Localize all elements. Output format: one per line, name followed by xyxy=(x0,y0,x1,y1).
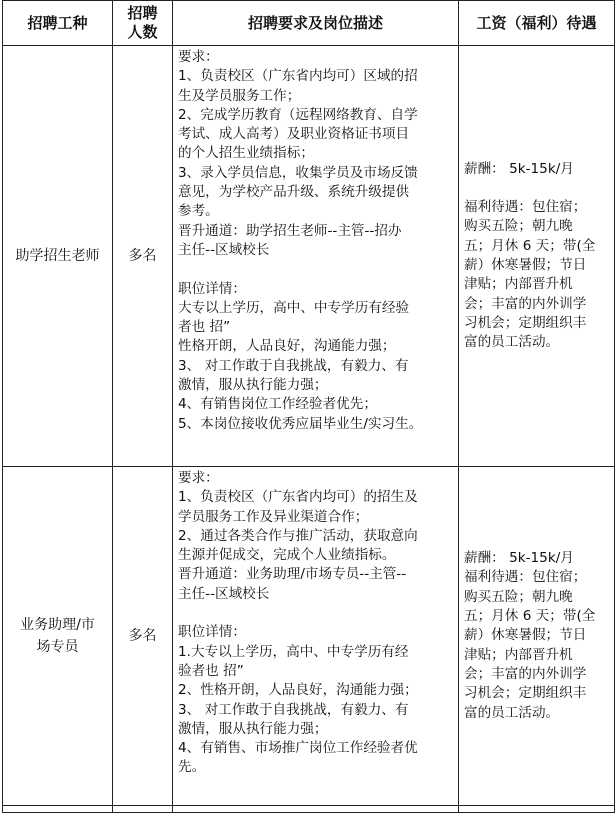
text-line: 主任--区域校长 xyxy=(178,241,270,258)
text-line: 2、通过各类合作与推广活动，获取意向 xyxy=(178,527,418,544)
table-row-partial xyxy=(3,806,615,813)
requirements-text xyxy=(178,48,454,434)
header-headcount-line2: 人数 xyxy=(127,23,158,41)
text-line: 购买五险；朝九晚 xyxy=(464,588,573,605)
salary-benefits-text xyxy=(464,549,611,723)
text-line: 1、负责校区（广东省内均可）区域的招 xyxy=(178,68,418,85)
text-line: 验者也 招” xyxy=(178,662,244,679)
text-line: 富的员工活动。 xyxy=(464,334,560,351)
empty-cell xyxy=(113,806,173,813)
text-line: 要求： xyxy=(178,49,219,65)
text-line: 会；丰富的内外训学 xyxy=(464,665,587,682)
requirements-cell xyxy=(173,467,459,806)
table-row xyxy=(3,467,615,806)
header-headcount-line1: 招聘 xyxy=(127,3,158,22)
text-line xyxy=(178,604,454,623)
job-title-cell xyxy=(3,467,113,806)
text-line: 的个人招生业绩指标； xyxy=(178,145,314,162)
headcount-cell xyxy=(113,46,173,467)
text-line: 激情，服从执行能力强； xyxy=(178,377,328,394)
text-line: 习机会；定期组织丰 xyxy=(464,685,587,702)
job-title: 助学招生老师 xyxy=(15,248,100,264)
text-line: 2、性格开朗，人品良好，沟通能力强； xyxy=(178,682,418,699)
headcount: 多名 xyxy=(128,628,157,644)
text-line: 大专以上学历，高中、中专学历有经验 xyxy=(178,299,410,316)
text-line: 会；丰富的内外训学 xyxy=(464,295,587,312)
text-line xyxy=(464,179,611,198)
text-line: 职位详情： xyxy=(178,624,246,641)
text-line: 生及学员服务工作； xyxy=(178,87,301,104)
header-salary-benefits: 工资（福利）待遇 xyxy=(459,1,615,46)
text-line: 2、完成学历教育（远程网络教育、自学 xyxy=(178,106,418,123)
text-line: 3、 对工作敢于自我挑战，有毅力、有 xyxy=(178,357,409,374)
text-line: 购买五险；朝九晚 xyxy=(464,218,573,235)
text-line: 福利待遇：包住宿； xyxy=(464,199,587,216)
job-title-line2: 场专员 xyxy=(36,639,79,655)
headcount-cell xyxy=(113,467,173,806)
empty-cell xyxy=(173,806,459,813)
text-line: 职位详情： xyxy=(178,280,246,297)
text-line: 激情，服从执行能力强； xyxy=(178,720,328,737)
header-requirements: 招聘要求及岗位描述 xyxy=(173,1,459,46)
text-line: 主任--区域校长 xyxy=(178,585,270,602)
empty-cell xyxy=(3,806,113,813)
headcount: 多名 xyxy=(128,248,157,264)
table-row xyxy=(3,46,615,467)
requirements-cell xyxy=(173,46,459,467)
text-line: 学员服务工作及异业渠道合作； xyxy=(178,508,369,525)
text-line: 晋升通道：业务助理/市场专员--主管-- xyxy=(178,566,407,583)
text-line: 习机会；定期组织丰 xyxy=(464,314,587,331)
text-line: 先。 xyxy=(178,759,206,776)
requirements-text xyxy=(178,469,454,778)
text-line: 参考。 xyxy=(178,203,219,220)
text-line: 1.大专以上学历，高中、中专学历有经 xyxy=(178,643,409,660)
text-line: 五；月休 6 天；带(全 xyxy=(464,608,596,625)
text-line: 要求： xyxy=(178,470,219,486)
text-line: 3、录入学员信息，收集学员及市场反馈 xyxy=(178,164,418,181)
job-title-cell xyxy=(3,46,113,467)
text-line xyxy=(178,260,454,279)
recruitment-table xyxy=(2,0,615,813)
text-line: 津贴；内部晋升机 xyxy=(464,646,573,663)
text-line: 考试、成人高考）及职业资格证书项目 xyxy=(178,126,410,143)
text-line: 富的员工活动。 xyxy=(464,704,560,721)
text-line: 者也 招” xyxy=(178,319,231,336)
text-line: 1、负责校区（广东省内均可）的招生及 xyxy=(178,489,418,506)
text-line: 薪）休寒暑假；节日 xyxy=(464,257,587,273)
text-line: 性格开朗，人品良好，沟通能力强； xyxy=(178,338,396,355)
text-line: 3、 对工作敢于自我挑战，有毅力、有 xyxy=(178,701,409,718)
text-line: 意见，为学校产品升级、系统升级提供 xyxy=(178,184,410,201)
text-line: 薪）休寒暑假；节日 xyxy=(464,627,587,644)
job-title-line1: 业务助理/市 xyxy=(20,617,95,633)
empty-cell xyxy=(459,806,615,813)
text-line: 薪酬： 5k-15k/月 xyxy=(464,550,574,567)
salary-benefits-cell xyxy=(459,467,615,806)
table-header-row xyxy=(3,1,615,46)
text-line: 5、本岗位接收优秀应届毕业生/实习生。 xyxy=(178,415,423,432)
salary-benefits-text xyxy=(464,160,611,353)
text-line: 4、有销售岗位工作经验者优先； xyxy=(178,396,377,413)
text-line: 福利待遇：包住宿； xyxy=(464,569,587,586)
text-line: 4、有销售、市场推广岗位工作经验者优 xyxy=(178,740,418,757)
text-line: 五；月休 6 天；带(全 xyxy=(464,237,596,254)
header-job-type: 招聘工种 xyxy=(3,1,113,46)
text-line: 津贴；内部晋升机 xyxy=(464,276,573,293)
salary-benefits-cell xyxy=(459,46,615,467)
text-line: 晋升通道：助学招生老师--主管--招办 xyxy=(178,222,402,239)
text-line: 薪酬： 5k-15k/月 xyxy=(464,160,574,177)
header-headcount xyxy=(113,1,173,46)
text-line: 生源并促成交，完成个人业绩指标。 xyxy=(178,547,396,564)
